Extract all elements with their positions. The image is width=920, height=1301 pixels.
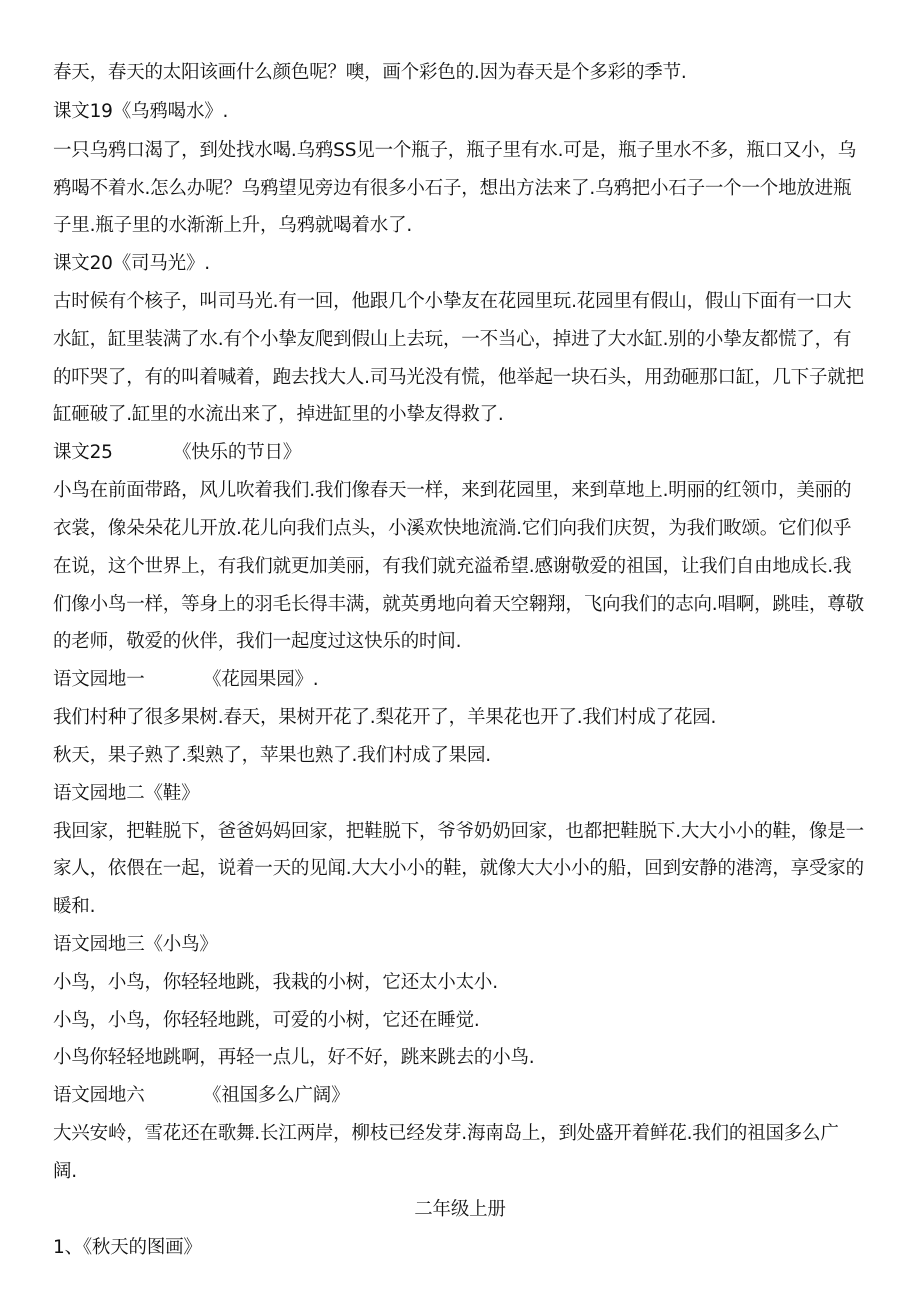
garden-heading <box>53 669 873 691</box>
garden-heading: 语文园地三《小鸟》 <box>53 934 218 955</box>
text-line: 小鸟你轻轻地跳啊，再轻一点儿，好不好，跳来跳去的小鸟. <box>53 1047 535 1068</box>
heading-title: 《祖国多么广阔》 <box>203 1085 350 1106</box>
garden-heading <box>53 1085 873 1107</box>
text-line: 子里.瓶子里的水渐渐上升，乌鸦就喝着水了. <box>53 215 413 236</box>
text-line: 暖和. <box>53 896 96 917</box>
text-line: 的老师，敬爱的伙伴，我们一起度过这快乐的时间. <box>53 631 462 652</box>
section-title: 二年级上册 <box>414 1199 506 1220</box>
text-line: 小鸟，小鸟，你轻轻地跳，可爱的小树，它还在睡觉. <box>53 1010 480 1031</box>
lesson-heading: 课文20《司马光》. <box>53 253 210 274</box>
heading-title: 《快乐的节日》 <box>173 442 302 463</box>
heading-label: 课文25 <box>53 442 113 463</box>
lesson-heading <box>53 442 873 464</box>
text-line: 我们村种了很多果树.春天，果树开花了.梨花开了，羊果花也开了.我们村成了花园. <box>53 707 717 728</box>
text-line: 在说，这个世界上，有我们就更加美丽，有我们就充溢希望.感谢敬爱的祖国，让我们自由地成长.我 <box>53 556 852 577</box>
text-line: 秋天，果子熟了.梨熟了，苹果也熟了.我们村成了果园. <box>53 745 491 766</box>
text-line: 阔. <box>53 1161 77 1182</box>
text-line: 一只乌鸦口渴了，到处找水喝.乌鸦SS见一个瓶子，瓶子里有水.可是，瓶子里水不多，瓶口又小，乌 <box>53 140 857 161</box>
text-line: 大兴安岭，雪花还在歌舞.长江两岸，柳枝已经发芽.海南岛上，到处盛开着鲜花.我们的祖国多么广 <box>53 1123 839 1144</box>
lesson-heading: 1、《秋天的图画》 <box>53 1237 202 1258</box>
text-line: 的吓哭了，有的叫着喊着，跑去找大人.司马光没有慌，他举起一块石头，用劲砸那口缸，几下子就把 <box>53 367 864 388</box>
text-line: 鸦喝不着水.怎么办呢？乌鸦望见旁边有很多小石子，想出方法来了.乌鸦把小石子一个一个地放进瓶 <box>53 178 852 199</box>
text-line: 古时候有个核子，叫司马光.有一回，他跟几个小挚友在花园里玩.花园里有假山，假山下面有一口大 <box>53 291 852 312</box>
heading-label: 语文园地六 <box>53 1085 145 1106</box>
text-line: 们像小鸟一样，等身上的羽毛长得丰满，就英勇地向着天空翱翔，飞向我们的志向.唱啊，跳哇，尊敬 <box>53 594 864 615</box>
text-line: 小鸟，小鸟，你轻轻地跳，我栽的小树，它还太小太小. <box>53 972 498 993</box>
text-line: 家人，依偎在一起，说着一天的见闻.大大小小的鞋，就像大大小小的船，回到安静的港湾，享受家的 <box>53 858 864 879</box>
garden-heading: 语文园地二《鞋》 <box>53 783 200 804</box>
text-line: 我回家，把鞋脱下，爸爸妈妈回家，把鞋脱下，爷爷奶奶回家，也都把鞋脱下.大大小小的鞋，像是一 <box>53 821 864 842</box>
text-line: 小鸟在前面带路，风儿吹着我们.我们像春天一样，来到花园里，来到草地上.明丽的红领巾，美丽的 <box>53 480 852 501</box>
text-line: 水缸，缸里装满了水.有个小挚友爬到假山上去玩，一不当心，掉进了大水缸.别的小挚友都慌了，有 <box>53 329 852 350</box>
lesson-heading: 课文19《乌鸦喝水》. <box>53 101 229 122</box>
heading-title: 《花园果园》. <box>203 669 319 690</box>
text-line: 衣裳，像朵朵花儿开放.花儿向我们点头，小溪欢快地流淌.它们向我们庆贺，为我们畋颂。它们似乎 <box>53 518 852 539</box>
text-line: 缸砸破了.缸里的水流出来了，掉进缸里的小挚友得救了. <box>53 404 504 425</box>
heading-label: 语文园地一 <box>53 669 145 690</box>
text-line: 春天，春天的太阳该画什么颜色呢？噢，画个彩色的.因为春天是个多彩的季节. <box>53 62 687 83</box>
